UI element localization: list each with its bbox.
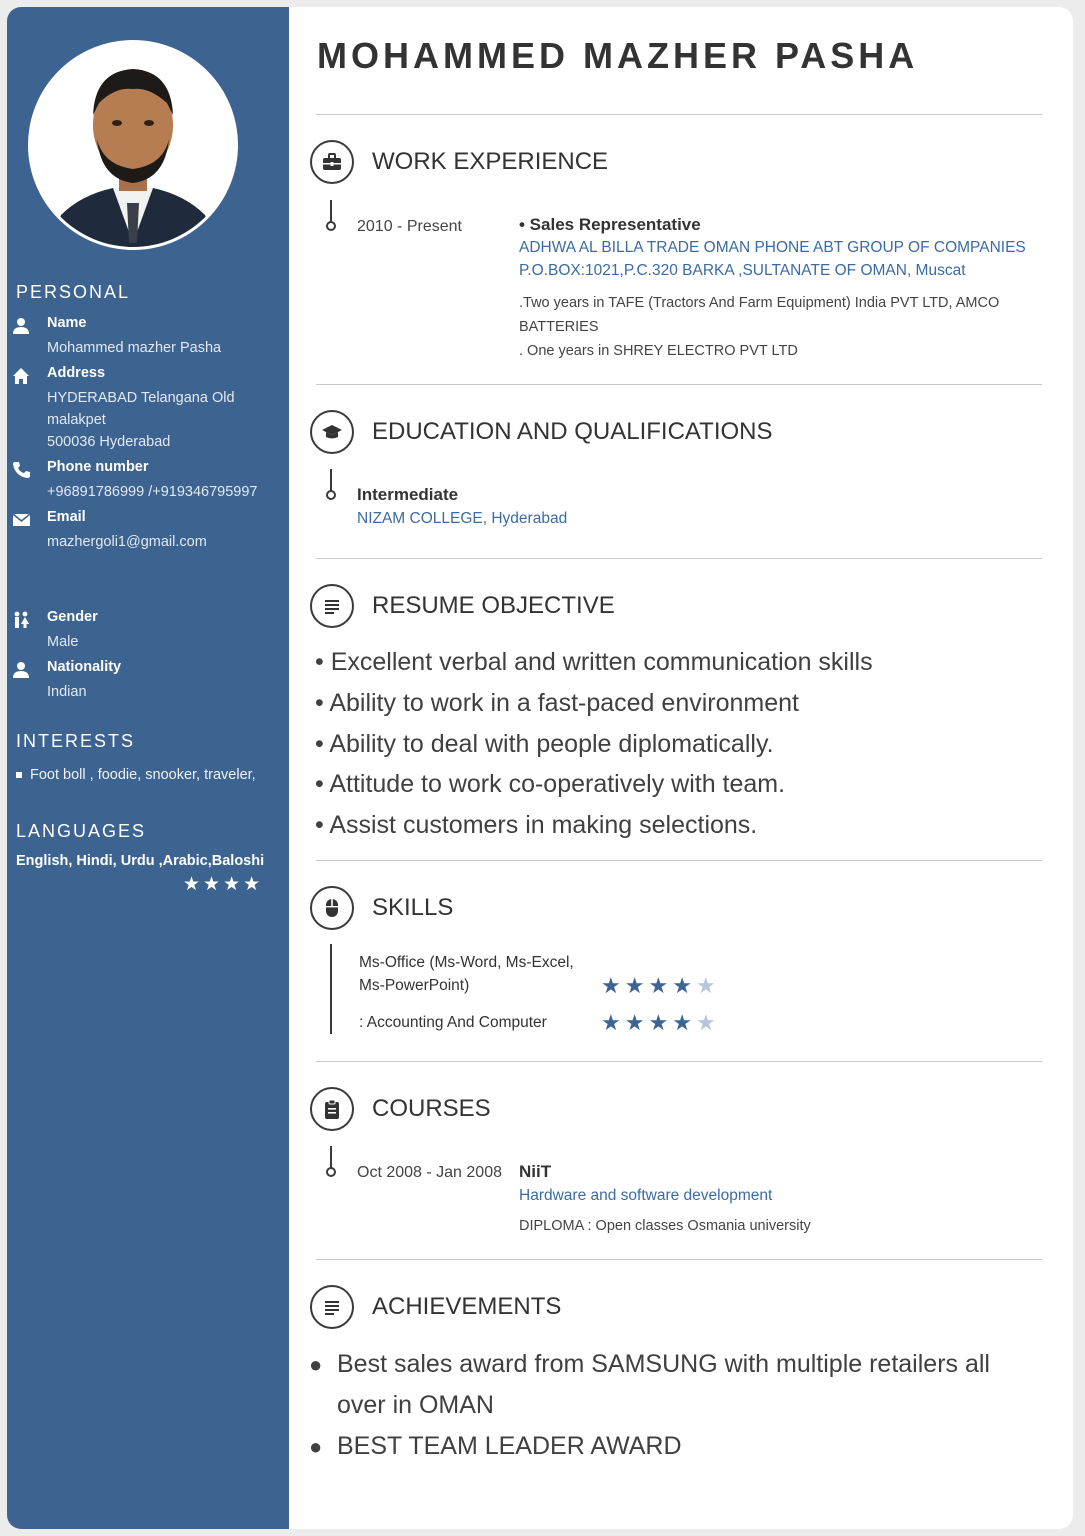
graduation-cap-icon (310, 410, 354, 454)
timeline-dot (326, 221, 336, 231)
work-detail-line: . One years in SHREY ELECTRO PVT LTD (519, 343, 798, 359)
bullet-icon: ● (309, 1352, 323, 1377)
address-line: 500036 Hyderabad (47, 434, 171, 450)
address-value (47, 387, 235, 453)
address-line: malakpet (47, 412, 106, 428)
star-icon: ★ (695, 973, 720, 998)
achievement-item (309, 1344, 990, 1426)
job-title: • Sales Representative (519, 215, 701, 234)
square-bullet-icon (16, 772, 22, 778)
skills-title: SKILLS (372, 894, 454, 921)
skill-rating-stars (601, 1010, 720, 1036)
courses-title: COURSES (372, 1095, 491, 1122)
star-icon: ★ (601, 973, 625, 998)
user-icon (12, 661, 32, 679)
divider (316, 1061, 1042, 1062)
education-title: EDUCATION AND QUALIFICATIONS (372, 418, 773, 445)
languages-text: English, Hindi, Urdu ,Arabic,Baloshi (16, 853, 265, 869)
work-details (519, 291, 999, 363)
company-info (519, 236, 1026, 282)
skill-name-line: Ms-PowerPoint) (359, 977, 470, 994)
divider (316, 384, 1042, 385)
star-icon: ★ (243, 874, 264, 895)
divider (316, 558, 1042, 559)
skill-name (359, 951, 574, 997)
objective-item: • Ability to work in a fast-paced environment (315, 689, 799, 717)
course-diploma: DIPLOMA : Open classes Osmania university (519, 1218, 811, 1234)
interests-text: Foot boll , foodie, snooker, traveler, (30, 767, 256, 783)
education-school: NIZAM COLLEGE, Hyderabad (357, 510, 568, 527)
skill-name: : Accounting And Computer (359, 1014, 547, 1031)
star-icon: ★ (695, 1010, 720, 1035)
star-icon: ★ (648, 973, 673, 998)
work-experience-title: WORK EXPERIENCE (372, 148, 609, 175)
achievements-title: ACHIEVEMENTS (372, 1293, 562, 1320)
achievement-line: BEST TEAM LEADER AWARD (337, 1432, 682, 1460)
mouse-icon (310, 886, 354, 930)
star-icon: ★ (183, 874, 204, 895)
work-detail-line: .Two years in TAFE (Tractors And Farm Equipment) India PVT LTD, AMCO (519, 295, 1000, 311)
skill-name-line: Ms-Office (Ms-Word, Ms-Excel, (359, 954, 574, 971)
work-date: 2010 - Present (357, 218, 462, 235)
profile-photo (28, 40, 238, 250)
email-label: Email (47, 509, 86, 525)
achievement-line: Best sales award from SAMSUNG with multiple retailers all (337, 1350, 990, 1378)
nationality-value: Indian (47, 684, 87, 700)
name-label: Name (47, 315, 87, 331)
timeline-line (330, 1146, 332, 1168)
divider (316, 114, 1042, 115)
personal-heading: PERSONAL (16, 282, 131, 302)
education-degree: Intermediate (357, 485, 459, 504)
star-icon: ★ (223, 874, 244, 895)
star-icon: ★ (648, 1010, 673, 1035)
achievement-item (309, 1426, 682, 1467)
timeline-line (330, 200, 332, 222)
name-value: Mohammed mazher Pasha (47, 340, 222, 356)
gender-icon (12, 611, 32, 629)
languages-heading: LANGUAGES (16, 821, 147, 841)
star-icon: ★ (672, 1010, 696, 1035)
phone-value: +96891786999 /+919346795997 (47, 484, 258, 500)
main-content (289, 7, 1073, 1529)
phone-icon (12, 461, 32, 479)
achievement-line: over in OMAN (337, 1391, 494, 1419)
timeline-dot (326, 490, 336, 500)
home-icon (12, 367, 32, 385)
timeline-line (330, 944, 332, 1034)
star-icon: ★ (624, 973, 649, 998)
nationality-label: Nationality (47, 659, 122, 675)
clipboard-icon (310, 1087, 354, 1131)
document-lines-icon (310, 1285, 354, 1329)
envelope-icon (12, 511, 32, 529)
course-name: Hardware and software development (519, 1187, 773, 1204)
objective-item: • Attitude to work co-operatively with team. (315, 770, 786, 798)
bullet-icon: ● (309, 1434, 323, 1459)
timeline-dot (326, 1167, 336, 1177)
objective-title: RESUME OBJECTIVE (372, 592, 615, 619)
divider (316, 860, 1042, 861)
objective-item: • Ability to deal with people diplomatically. (315, 730, 774, 758)
gender-value: Male (47, 634, 79, 650)
resume-name: MOHAMMED MAZHER PASHA (317, 35, 919, 76)
star-icon: ★ (203, 874, 224, 895)
interests-heading: INTERESTS (16, 731, 136, 751)
timeline-line (330, 469, 332, 491)
gender-label: Gender (47, 609, 98, 625)
interests-list (16, 767, 256, 783)
address-label: Address (47, 365, 106, 381)
course-date: Oct 2008 - Jan 2008 (357, 1164, 502, 1181)
user-icon (12, 317, 32, 335)
address-line: HYDERABAD Telangana Old (47, 390, 235, 406)
sidebar (7, 7, 289, 1529)
star-icon: ★ (601, 1010, 625, 1035)
objective-item: • Excellent verbal and written communication skills (315, 648, 873, 676)
skill-rating-stars (601, 973, 720, 999)
briefcase-icon (310, 140, 354, 184)
course-institute: NiiT (519, 1162, 552, 1181)
language-rating-stars (183, 873, 263, 896)
star-icon: ★ (624, 1010, 649, 1035)
divider (316, 1259, 1042, 1260)
company-line: ADHWA AL BILLA TRADE OMAN PHONE ABT GROUP OF COMPANIES (519, 239, 1026, 256)
email-value: mazhergoli1@gmail.com (47, 534, 207, 550)
resume-page (7, 7, 1073, 1529)
work-detail-line: BATTERIES (519, 319, 599, 335)
company-line: P.O.BOX:1021,P.C.320 BARKA ,SULTANATE OF OMAN, Muscat (519, 262, 966, 279)
phone-label: Phone number (47, 459, 149, 475)
star-icon: ★ (672, 973, 696, 998)
document-lines-icon (310, 584, 354, 628)
objective-item: • Assist customers in making selections. (315, 811, 758, 839)
